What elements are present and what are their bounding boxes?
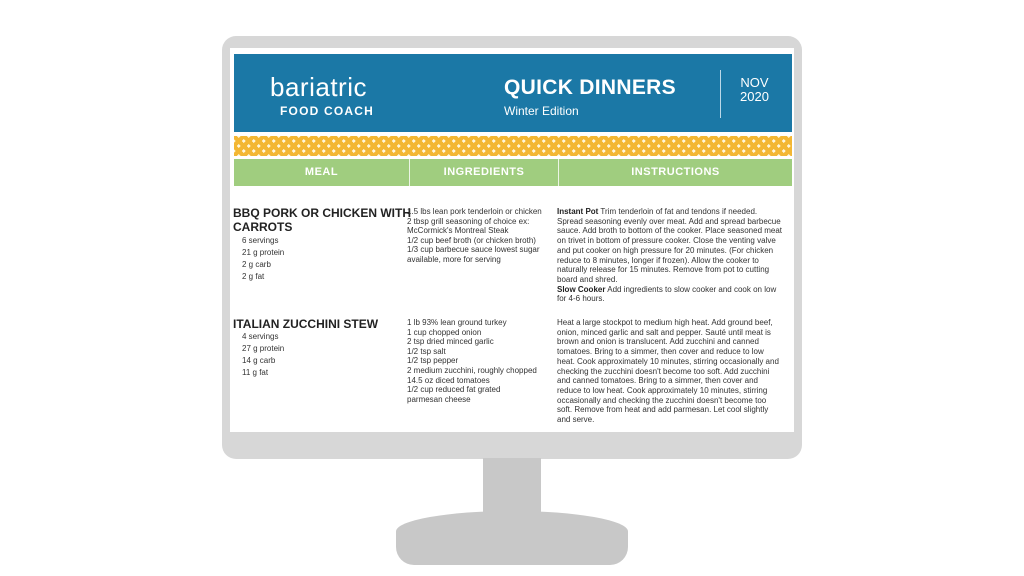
recipe-title bbox=[233, 206, 411, 234]
recipe-title-line: ITALIAN ZUCCHINI STEW bbox=[233, 317, 379, 331]
recipe-instructions bbox=[557, 207, 783, 304]
recipe-ingredients: 1.5 lbs lean pork tenderloin or chicken 2 tbsp grill seasoning of choice ex: McCormick's Montreal Steak 1/2 cup beef broth (or chicken broth) 1/3 cup barbecue sauce lowest sugar available, more for serving bbox=[407, 207, 542, 264]
recipe-carb: 14 g carb bbox=[242, 356, 276, 365]
issue-month: NOV bbox=[740, 75, 769, 90]
page-title: QUICK DINNERS bbox=[504, 76, 676, 99]
column-header-meal: MEAL bbox=[304, 166, 339, 178]
recipe-title-line: CARROTS bbox=[233, 220, 293, 234]
recipe-carb: 2 g carb bbox=[242, 260, 271, 269]
issue-date bbox=[740, 76, 769, 104]
column-header-bar bbox=[234, 159, 792, 186]
recipe-ingredients: 1 lb 93% lean ground turkey 1 cup chopped onion 2 tsp dried minced garlic 1/2 tsp salt 1/2 tsp pepper 2 medium zucchini, roughly chopped 14.5 oz diced tomatoes 1/2 cup reduced fat grated parmesan cheese bbox=[407, 318, 537, 404]
document-header bbox=[234, 54, 792, 132]
recipe-title-line: BBQ PORK OR CHICKEN WITH bbox=[233, 206, 411, 220]
method-label: Slow Cooker bbox=[557, 284, 606, 294]
page-subtitle: Winter Edition bbox=[504, 104, 579, 118]
decorative-pattern-band bbox=[234, 136, 792, 156]
recipe-title bbox=[233, 317, 378, 331]
logo-subtitle: FOOD COACH bbox=[280, 104, 374, 118]
issue-year: 2020 bbox=[740, 89, 769, 104]
recipe-instructions: Heat a large stockpot to medium high heat. Add ground beef, onion, minced garlic and salt and pepper. Sauté until meat is brown and onion is translucent. Add zucchini and canned tomatoes. Bring to a simmer, then cover and reduce to low heat. Cook approximately 10 minutes, stirring occasionally and checking the zucchini doesn't become too soft. Add zucchini and canned tomatoes. Bring to a simmer, then cover and reduce to low heat. Cook approximately 10 minutes, stirring occasionally and checking the zucchini doesn't become too soft. Remove from heat and add parmesan. Let cool slightly and serve. bbox=[557, 318, 779, 425]
method-text: Add ingredients to slow cooker and cook on low for 4-6 hours. bbox=[557, 284, 777, 304]
recipe-protein: 27 g protein bbox=[242, 344, 285, 353]
method-text: Trim tenderloin of fat and tendons if needed. Spread seasoning evenly over meat. Add and spread barbecue sauce. Add broth to bottom of the cooker. Place seasoned meat on trivet in bottom of pressure cooker. Close the venting valve and put cooker on high pressure for 20 minutes. (For chicken reduce to 8 minutes, longer if frozen). Allow the cooker to naturally release for 15 minutes. Remove from pot to cutting board and shred. bbox=[557, 207, 783, 284]
column-header-ingredients: INGREDIENTS bbox=[443, 166, 525, 178]
method-label: Instant Pot bbox=[557, 207, 599, 216]
monitor-screen bbox=[230, 48, 794, 432]
monitor-stand-base bbox=[396, 511, 628, 565]
recipe-protein: 21 g protein bbox=[242, 248, 285, 257]
recipe-servings: 4 servings bbox=[242, 332, 279, 341]
column-header-instructions: INSTRUCTIONS bbox=[631, 166, 720, 178]
logo-wordmark: bariatric bbox=[270, 72, 367, 102]
recipe-fat: 2 g fat bbox=[242, 272, 265, 281]
brand-logo bbox=[270, 72, 367, 103]
recipe-servings: 6 servings bbox=[242, 236, 279, 245]
header-divider bbox=[720, 70, 721, 118]
recipe-fat: 11 g fat bbox=[242, 368, 269, 377]
